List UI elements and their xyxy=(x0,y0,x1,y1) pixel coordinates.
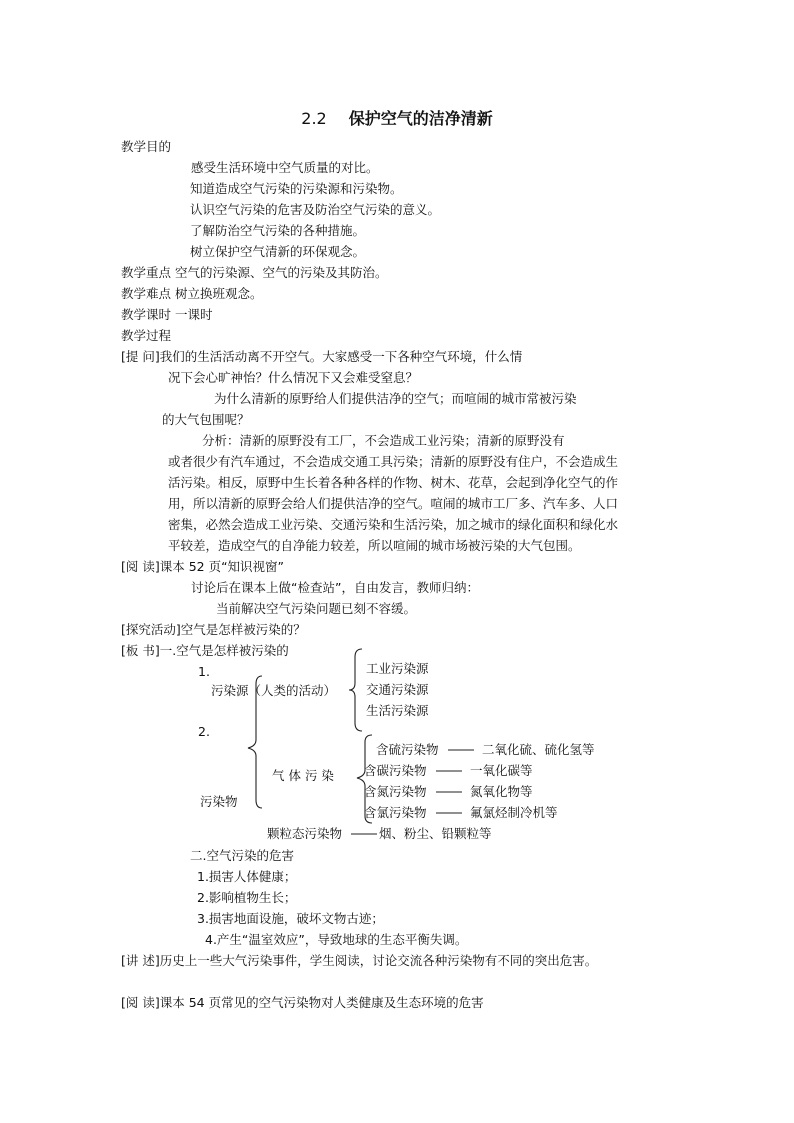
explore-heading: [探究活动]空气是怎样被污染的？ xyxy=(121,622,306,637)
harm-item: 2.影响植物生长； xyxy=(197,890,297,905)
item-number: 2. xyxy=(198,724,210,739)
read-line: 当前解决空气污染问题已刻不容缓。 xyxy=(216,601,417,616)
gas-example: 氮氧化物等 xyxy=(470,784,533,799)
read-line: 讨论后在课本上做“检查站”，自由发言，教师归纳： xyxy=(191,580,479,595)
analysis-line: 活污染。相反，原野中生长着各种各样的作物、树木、花草，会起到净化空气的作 xyxy=(168,475,619,490)
analysis-line: 用，所以清新的原野会给人们提供洁净的空气。喧闹的城市工厂多、汽车多、人口 xyxy=(168,496,619,511)
pollution-source-label: 污染源（人类的活动） xyxy=(211,683,337,698)
page-title xyxy=(0,106,794,129)
key-point: 教学重点 空气的污染源、空气的污染及其防治。 xyxy=(121,265,388,280)
analysis-line: 密集，必然会造成工业污染、交通污染和生活污染，加之城市的绿化面积和绿化水 xyxy=(168,517,619,532)
read-line: [阅 读]课本 52 页“知识视窗” xyxy=(121,559,285,574)
analysis-line: 或者很少有汽车通过，不会造成交通工具污染；清新的原野没有住户，不会造成生 xyxy=(168,454,619,469)
harm-heading: 二.空气污染的危害 xyxy=(190,848,294,863)
section-number: 2.2 xyxy=(301,109,327,128)
ask-line: 的大气包围呢？ xyxy=(162,412,250,427)
source-item: 工业污染源 xyxy=(366,661,429,676)
objective-item: 认识空气污染的危害及防治空气污染的意义。 xyxy=(190,202,441,217)
ask-line: 况下会心旷神怡？什么情况下又会难受窒息？ xyxy=(168,370,419,385)
item-number: 1. xyxy=(198,664,210,679)
objective-item: 树立保护空气清新的环保观念。 xyxy=(190,244,366,259)
gas-name: 含氮污染物 xyxy=(364,784,427,799)
harm-item: 4.产生“温室效应”，导致地球的生态平衡失调。 xyxy=(205,932,468,947)
ask-line: 为什么清新的原野给人们提供洁净的空气；而喧闹的城市常被污染 xyxy=(214,391,577,406)
gas-example: 一氧化碳等 xyxy=(470,763,533,778)
gas-example: 氟氯烃制冷机等 xyxy=(470,805,558,820)
process-heading: 教学过程 xyxy=(121,328,172,343)
class-hours: 教学课时 一课时 xyxy=(121,307,213,322)
gas-pollution-label: 气 体 污 染 xyxy=(272,768,334,783)
analysis-line: 分析：清新的原野没有工厂，不会造成工业污染；清新的原野没有 xyxy=(202,433,565,448)
pollutant-label: 污染物 xyxy=(200,794,238,809)
objectives-heading: 教学目的 xyxy=(121,139,172,154)
lecture-line: [讲 述]历史上一些大气污染事件，学生阅读，讨论交流各种污染物有不同的突出危害。 xyxy=(121,953,598,968)
gas-name: 含碳污染物 xyxy=(364,763,427,778)
title-text: 保护空气的洁净清新 xyxy=(348,109,493,128)
source-brace xyxy=(349,649,362,731)
gas-name: 含氯污染物 xyxy=(364,805,427,820)
particle-name: 颗粒态污染物 xyxy=(267,826,343,841)
particle-example: 烟、粉尘、铅颗粒等 xyxy=(379,826,492,841)
difficulty: 教学难点 树立换班观念。 xyxy=(121,286,263,301)
harm-item: 3.损害地面设施，破坏文物古迹； xyxy=(197,911,384,926)
source-item: 生活污染源 xyxy=(366,703,429,718)
read-line: [阅 读]课本 54 页常见的空气污染物对人类健康及生态环境的危害 xyxy=(121,995,484,1010)
board-heading: [板 书]一.空气是怎样被污染的 xyxy=(121,643,289,658)
objective-item: 了解防治空气污染的各种措施。 xyxy=(190,223,366,238)
analysis-line: 平较差，造成空气的自净能力较差，所以喧闹的城市场被污染的大气包围。 xyxy=(168,538,581,553)
objective-item: 感受生活环境中空气质量的对比。 xyxy=(191,160,379,175)
objective-item: 知道造成空气污染的污染源和污染物。 xyxy=(190,181,403,196)
gas-name: 含硫污染物 xyxy=(376,742,439,757)
source-item: 交通污染源 xyxy=(366,682,429,697)
ask-line: [提 问]我们的生活活动离不开空气。大家感受一下各种空气环境，什么情 xyxy=(121,349,523,364)
harm-item: 1.损害人体健康； xyxy=(197,869,297,884)
gas-example: 二氧化硫、硫化氢等 xyxy=(482,742,595,757)
